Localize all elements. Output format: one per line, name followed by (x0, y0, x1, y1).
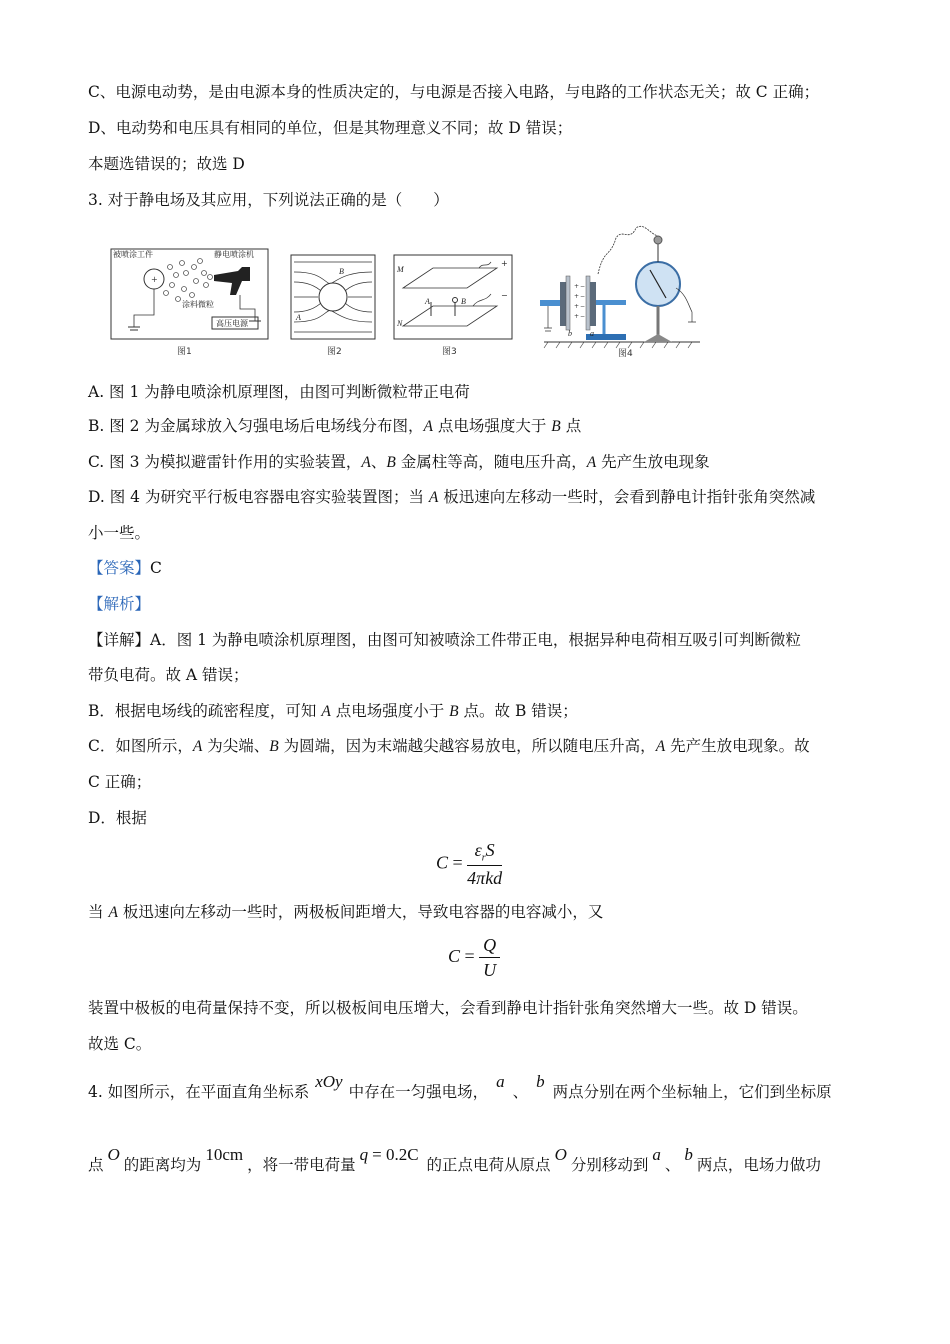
q4-line-2-point-a: a (652, 1145, 661, 1164)
fig4-label-b: b (568, 329, 572, 338)
q4-line-2-end: 两点，电场力做功 (696, 1156, 821, 1174)
q4-line-1-mid: 中存在一匀强电场， (348, 1083, 489, 1101)
detail-line-4-mid1: 为尖端、 (202, 737, 270, 755)
option-b-mid: 点电场强度大于 (432, 417, 552, 435)
detail-line-5: C 正确； (88, 773, 152, 791)
detail-line-3-text: B．根据电场线的疏密程度，可知 (88, 702, 322, 720)
detail-line-4-var-a: A (192, 738, 203, 755)
formula-2-denominator: U (483, 960, 497, 980)
option-c-var-a: A (361, 454, 371, 471)
q4-line-2-point-b: b (684, 1145, 693, 1164)
detail-line-4-text: C．如图所示， (88, 737, 193, 755)
detail-line-9: 故选 C。 (88, 1035, 152, 1053)
option-a: A. 图 1 为静电喷涂机原理图，由图可判断微粒带正电荷 (88, 383, 470, 401)
figure-2-field-lines (290, 254, 376, 340)
q4-line-2-mid4: 分别移动到 (570, 1156, 649, 1174)
q4-line-2-mid3: 的正点电荷从原点 (426, 1156, 551, 1174)
svg-text:+: + (574, 283, 580, 290)
analysis-tag: 【解析】 (88, 595, 151, 613)
fig2-label-b: B (339, 267, 344, 276)
fig3-label-b: B (461, 297, 466, 306)
q4-point-a: a (496, 1072, 505, 1091)
answer-value: C (150, 559, 162, 577)
q4-charge-q: q (359, 1145, 369, 1164)
svg-text:−: − (580, 293, 586, 300)
q4-origin-o: O (107, 1145, 120, 1164)
q4-point-b: b (536, 1072, 545, 1091)
option-c-var-a2: A (586, 454, 597, 471)
formula-1-epsilon: ε (474, 840, 482, 860)
formula-1-eq: = (452, 852, 463, 873)
q4-line-1-sep: 、 (512, 1083, 529, 1101)
detail-line-4-var-b: B (269, 738, 279, 755)
detail-line-7-end: 板迅速向左移动一些时，两极板间距增大，导致电容器的电容减小，又 (117, 903, 604, 921)
svg-text:+: + (151, 275, 158, 284)
option-b-var-a: A (423, 418, 433, 435)
figure-4-capacitor-electrometer (540, 218, 705, 350)
figure-3-caption: 图3 (442, 347, 457, 357)
option-b-text: B. 图 2 为金属球放入匀强电场后电场线分布图， (88, 417, 424, 435)
svg-text:+: + (574, 293, 580, 300)
q4-origin-o2: O (554, 1145, 567, 1164)
option-d-var-a: A (428, 489, 439, 506)
detail-line-1: 【详解】A．图 1 为静电喷涂机原理图，由图可知被喷涂工件带正电，根据异种电荷相互吸引可判断微粒 (88, 631, 801, 649)
answer-tag: 【答案】 (88, 559, 151, 577)
q4-charge-value: = 0.2C (372, 1145, 419, 1164)
figure-3-lightning-rod (393, 254, 513, 340)
option-b-end: 点 (560, 417, 582, 435)
formula-1-epsilon-sub: r (481, 852, 486, 864)
formula-2-eq: = (464, 946, 475, 967)
detail-line-6: D．根据 (88, 809, 147, 827)
svg-text:+: + (574, 313, 580, 320)
formula-2-lhs: C (448, 946, 461, 967)
fig3-label-n: N (397, 319, 403, 328)
formula-1-denominator: 4πkd (467, 867, 503, 888)
q4-line-1-text: 4. 如图所示，在平面直角坐标系 (88, 1083, 310, 1101)
option-b-var-b: B (551, 418, 561, 435)
svg-text:+: + (501, 259, 508, 268)
question-3-stem: 3. 对于静电场及其应用，下列说法正确的是（ ） (88, 191, 449, 209)
detail-line-7 (88, 901, 603, 924)
detail-line-4-mid2: 为圆端，因为末端越尖越容易放电，所以随电压升高， (278, 737, 656, 755)
fig4-label-a: a (590, 329, 594, 338)
formula-2-numerator: Q (479, 935, 500, 958)
option-d-continued: 小一些。 (88, 524, 151, 542)
option-c-mid: 金属柱等高，随电压升高， (395, 453, 587, 471)
formula-1-lhs: C (436, 852, 449, 873)
svg-text:−: − (580, 283, 586, 290)
prev-option-d: D、电动势和电压具有相同的单位，但是其物理意义不同；故 D 错误； (88, 119, 573, 137)
svg-text:−: − (580, 303, 586, 310)
fig1-label-particles: 涂料微粒 (182, 300, 214, 309)
option-c-text: C. 图 3 为模拟避雷针作用的实验装置， (88, 453, 362, 471)
fig1-label-sprayer: 静电喷涂机 (214, 250, 254, 259)
q4-distance: 10cm (205, 1145, 244, 1164)
formula-1-s: S (485, 840, 495, 860)
detail-line-4 (88, 735, 810, 758)
fig2-label-a: A (296, 313, 301, 322)
figure-4-caption: 图4 (618, 349, 633, 359)
formula-charge-voltage (448, 935, 500, 981)
detail-line-3 (88, 700, 578, 723)
question-4-line-1 (88, 1072, 832, 1105)
q4-line-2-text: 点 (88, 1156, 104, 1174)
answer (88, 557, 162, 579)
fig3-label-a: A (425, 297, 430, 306)
detail-line-7-var-a: A (108, 904, 118, 921)
detail-line-7-text: 当 (88, 903, 109, 921)
figure-2-caption: 图2 (327, 347, 342, 357)
svg-text:−: − (580, 313, 586, 320)
svg-text:+: + (574, 303, 580, 310)
fig1-label-workpiece: 被喷涂工件 (113, 250, 153, 259)
option-d-text: D. 图 4 为研究平行板电容器电容实验装置图；当 (88, 488, 429, 506)
option-c-var-b: B (386, 454, 396, 471)
option-c (88, 451, 710, 474)
figure-1-caption: 图1 (177, 347, 192, 357)
formula-1-fraction (467, 840, 502, 889)
option-d-end: 板迅速向左移动一些时，会看到静电计指针张角突然减 (438, 488, 816, 506)
question-4-line-2 (88, 1145, 821, 1178)
formula-capacitance (436, 840, 502, 889)
svg-text:−: − (501, 291, 508, 300)
option-c-sep: 、 (370, 453, 387, 471)
prev-conclusion: 本题选错误的；故选 D (88, 155, 245, 173)
q4-xoy: xOy (315, 1072, 343, 1091)
detail-line-8: 装置中极板的电荷量保持不变，所以极板间电压增大，会看到静电计指针张角突然增大一些。故 D 错误。 (88, 999, 808, 1017)
q4-line-1-end: 两点分别在两个坐标轴上，它们到坐标原 (552, 1083, 832, 1101)
q4-line-2-sep: 、 (664, 1156, 681, 1174)
detail-line-3-end: 点。故 B 错误； (458, 702, 578, 720)
option-c-end: 先产生放电现象 (596, 453, 710, 471)
figure-1-electrostatic-sprayer (110, 245, 270, 341)
q4-line-2-mid1: 的距离均为 (123, 1156, 202, 1174)
detail-line-3-var-a: A (321, 703, 331, 720)
formula-2-fraction (479, 935, 500, 981)
detail-line-3-var-b: B (449, 703, 459, 720)
detail-line-4-end: 先产生放电现象。故 (665, 737, 810, 755)
prev-option-c: C、电源电动势，是由电源本身的性质决定的，与电源是否接入电路，与电路的工作状态无关；故 C 正确； (88, 83, 820, 101)
fig3-label-m: M (397, 265, 404, 274)
fig1-label-hv: 高压电源 (216, 319, 248, 328)
option-b (88, 415, 581, 438)
detail-line-4-var-a2: A (655, 738, 666, 755)
q4-line-2-mid2: ，将一带电荷量 (247, 1156, 356, 1174)
detail-line-3-mid: 点电场强度小于 (330, 702, 450, 720)
detail-line-2: 带负电荷。故 A 错误； (88, 666, 249, 684)
option-d (88, 486, 815, 509)
